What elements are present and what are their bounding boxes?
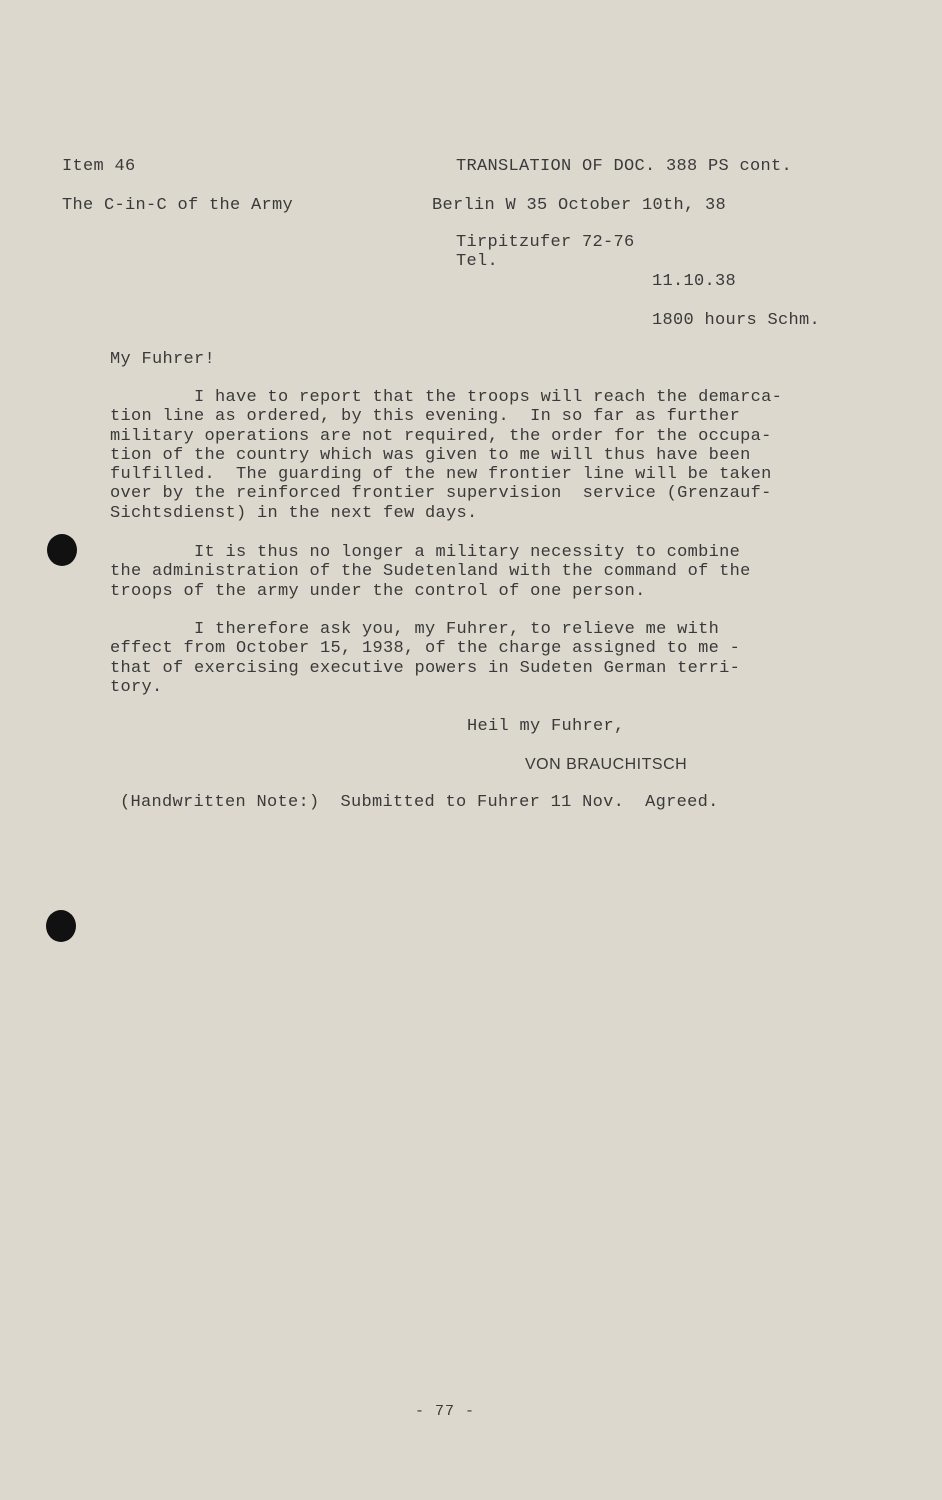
receipt-date: 11.10.38	[652, 272, 737, 291]
item-number: Item 46	[62, 157, 136, 176]
punch-hole-bottom	[46, 910, 76, 942]
address-line: Tirpitzufer 72-76	[456, 233, 635, 252]
tel-line: Tel.	[456, 252, 499, 271]
translation-heading: TRANSLATION OF DOC. 388 PS cont.	[456, 157, 793, 176]
receipt-time: 1800 hours Schm.	[652, 311, 821, 330]
body-paragraph-1: I have to report that the troops will reach the demarca- tion line as ordered, by this evening. In so far as further military operations are not required, the order for the occupa- tion of the country which was given to me will thus have been fulfilled. The guarding of the new frontier line will be taken over by the reinforced frontier supervision service (Grenzauf- Sichtsdienst) in the next few days.	[110, 388, 783, 523]
sender-line: The C-in-C of the Army	[62, 196, 294, 215]
handwritten-note: (Handwritten Note:) Submitted to Fuhrer 11 Nov. Agreed.	[120, 793, 719, 812]
body-paragraph-3: I therefore ask you, my Fuhrer, to relieve me with effect from October 15, 1938, of the charge assigned to me - that of exercising executive powers in Sudeten German terri- tory.	[110, 620, 741, 697]
page-number: - 77 -	[415, 1403, 476, 1420]
punch-hole-top	[47, 534, 77, 566]
salutation: My Fuhrer!	[110, 350, 216, 369]
signature: VON BRAUCHITSCH	[525, 756, 688, 773]
closing: Heil my Fuhrer,	[467, 717, 625, 736]
body-paragraph-2: It is thus no longer a military necessity to combine the administration of the Sudetenland with the command of the troops of the army under the control of one person.	[110, 543, 751, 601]
place-date-line: Berlin W 35 October 10th, 38	[432, 196, 727, 215]
